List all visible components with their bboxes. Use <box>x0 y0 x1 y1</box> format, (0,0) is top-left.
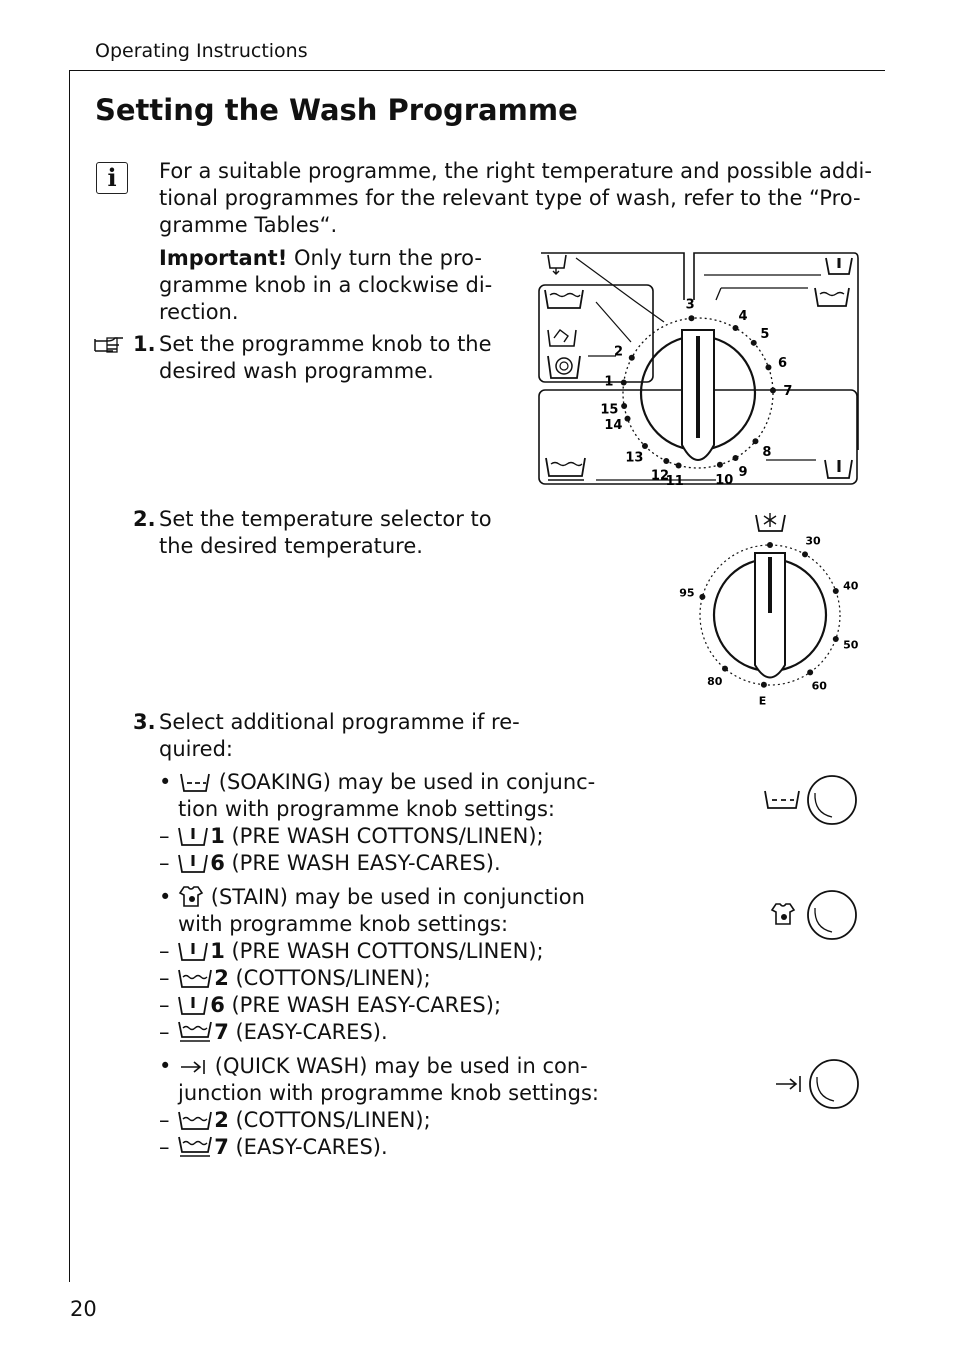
dash: – <box>159 993 170 1017</box>
step-2-text <box>159 506 492 560</box>
setting-number: 6 <box>210 993 225 1017</box>
setting-number: 7 <box>214 1135 229 1159</box>
dial-position-label: 2 <box>614 344 624 360</box>
important-text: gramme knob in a clockwise di- <box>159 273 493 297</box>
dial-position-dot <box>770 387 776 393</box>
mainwash-tub-icon <box>176 1109 214 1131</box>
temperature-label: 60 <box>811 679 827 693</box>
list-item <box>159 1134 431 1161</box>
quick-wash-text: junction with programme knob settings: <box>178 1081 599 1105</box>
step-number: 1. <box>133 332 156 356</box>
step-line: Set the temperature selector to <box>159 507 492 531</box>
important-label: Important! <box>159 246 288 270</box>
temperature-dial-figure <box>670 505 870 705</box>
dial-position-dot <box>717 462 723 468</box>
mainwash-easycare-tub-icon <box>176 1019 214 1043</box>
temperature-label: 50 <box>843 638 859 652</box>
important-text: Only turn the pro- <box>287 246 482 270</box>
cold-wash-icon <box>756 513 785 531</box>
setting-number: 7 <box>214 1020 229 1044</box>
list-item <box>159 938 544 965</box>
dial-position-dot <box>625 416 631 422</box>
list-item <box>159 1019 544 1046</box>
dial-position-label: 4 <box>738 309 748 325</box>
dial-position-dot <box>676 462 682 468</box>
stain-shirt-icon <box>178 884 204 908</box>
soak-tub-icon <box>178 771 212 793</box>
step-line: quired: <box>159 737 233 761</box>
dial-position-dot <box>807 669 813 675</box>
prewash-tub-icon <box>826 258 852 274</box>
soak-tub-icon <box>765 791 799 808</box>
dial-position-dot <box>722 666 728 672</box>
dial-position-label: 9 <box>738 464 748 480</box>
dash: – <box>159 851 170 875</box>
info-line: tional programmes for the relevant type of wash, refer to the “Pro- <box>159 186 861 210</box>
prewash-tub-icon <box>176 994 210 1016</box>
running-header: Operating Instructions <box>95 40 308 62</box>
setting-number: 2 <box>214 1108 229 1132</box>
dial-position-label: 1 <box>604 374 614 390</box>
quick-wash-option <box>159 1053 599 1107</box>
bullet: • <box>159 1054 172 1078</box>
dial-position-dot <box>733 325 739 331</box>
dial-position-label: 3 <box>685 297 695 313</box>
setting-number: 6 <box>210 851 225 875</box>
dial-position-label: 13 <box>625 450 644 466</box>
setting-text: (PRE WASH COTTONS/LINEN); <box>224 824 544 848</box>
rinse-drain-icon <box>548 255 566 274</box>
prewash-tub-icon <box>176 852 210 874</box>
soaking-text: tion with programme knob settings: <box>178 797 555 821</box>
quick-wash-arrow-icon <box>178 1057 208 1077</box>
step-line: Set the programme knob to the <box>159 332 492 356</box>
quick-wash-button-figure <box>770 1055 862 1113</box>
dial-position-dot <box>751 340 757 346</box>
prewash-tub-icon <box>176 940 210 962</box>
step-2 <box>133 506 156 533</box>
setting-text: (EASY-CARES). <box>228 1135 388 1159</box>
soak-button-figure <box>762 773 862 829</box>
dial-position-label: 12 <box>650 468 670 484</box>
bullet: • <box>159 885 172 909</box>
step-1-text <box>159 331 492 385</box>
setting-text: (PRE WASH EASY-CARES). <box>224 851 501 875</box>
dial-position-dot <box>833 588 839 594</box>
mainwash-tub-icon <box>545 290 583 308</box>
dial-position-dot <box>761 682 767 688</box>
prewash-tub-icon <box>825 460 852 478</box>
prewash-tub-icon <box>176 825 210 847</box>
setting-text: (EASY-CARES). <box>228 1020 388 1044</box>
stain-text: with programme knob settings: <box>178 912 509 936</box>
setting-number: 1 <box>210 939 225 963</box>
quick-wash-settings <box>159 1107 431 1161</box>
mainwash-easycare-tub-icon <box>546 458 585 480</box>
setting-text: (PRE WASH EASY-CARES); <box>224 993 502 1017</box>
list-item <box>159 965 544 992</box>
quick-wash-arrow-icon <box>776 1076 800 1092</box>
dash: – <box>159 1108 170 1132</box>
list-item <box>159 850 544 877</box>
important-text: rection. <box>159 300 239 324</box>
mainwash-easycare-tub-icon <box>176 1134 214 1158</box>
dial-position-label: 6 <box>778 356 788 372</box>
temperature-label: 30 <box>805 534 821 548</box>
dial-position-dot <box>642 443 648 449</box>
info-icon: i <box>96 162 128 194</box>
temperature-label: 40 <box>843 579 859 593</box>
dial-position-label: 11 <box>665 473 684 488</box>
dial-position-dot <box>752 438 758 444</box>
important-note <box>159 245 492 326</box>
info-line: For a suitable programme, the right temperature and possible addi- <box>159 159 872 183</box>
temperature-label: E <box>758 694 767 705</box>
dial-position-dot <box>802 551 808 557</box>
step-3-text <box>159 709 520 763</box>
page-number: 20 <box>70 1297 97 1321</box>
bullet: • <box>159 770 172 794</box>
soaking-option <box>159 769 595 823</box>
wool-icon <box>548 356 580 378</box>
programme-dial-figure <box>536 250 860 488</box>
step-line: desired wash programme. <box>159 359 434 383</box>
dial-position-dot <box>621 403 627 409</box>
list-item <box>159 823 544 850</box>
dash: – <box>159 939 170 963</box>
stain-text: (STAIN) may be used in conjunction <box>204 885 585 909</box>
mainwash-tub-icon <box>815 288 849 306</box>
step-number: 3. <box>133 710 156 734</box>
dial-position-dot <box>833 636 839 642</box>
stain-settings <box>159 938 544 1046</box>
step-number: 2. <box>133 507 156 531</box>
setting-number: 1 <box>210 824 225 848</box>
pointing-hand-icon <box>93 335 127 355</box>
setting-text: (COTTONS/LINEN); <box>228 1108 431 1132</box>
dial-position-dot <box>688 315 694 321</box>
page-title: Setting the Wash Programme <box>95 93 578 127</box>
dial-position-dot <box>629 355 635 361</box>
setting-number: 2 <box>214 966 229 990</box>
stain-shirt-icon <box>772 904 794 924</box>
list-item <box>159 1107 431 1134</box>
dial-position-label: 8 <box>762 444 772 460</box>
info-paragraph <box>159 158 872 239</box>
stain-option <box>159 884 585 938</box>
step-line: the desired temperature. <box>159 534 423 558</box>
hand-wash-icon <box>548 330 576 346</box>
step-line: Select additional programme if re- <box>159 710 520 734</box>
dial-position-dot <box>767 542 773 548</box>
margin-rule <box>69 70 70 1282</box>
dial-position-dot <box>765 364 771 370</box>
stain-button-figure <box>766 888 862 944</box>
mainwash-tub-icon <box>176 967 214 989</box>
list-item <box>159 992 544 1019</box>
dial-position-label: 5 <box>760 326 770 342</box>
dial-position-label: 15 <box>600 402 619 418</box>
dial-position-label: 10 <box>715 473 734 488</box>
dial-position-dot <box>663 458 669 464</box>
dial-position-dot <box>699 594 705 600</box>
dash: – <box>159 1020 170 1044</box>
step-1 <box>133 331 156 358</box>
info-line: gramme Tables“. <box>159 213 338 237</box>
temperature-label: 95 <box>679 586 695 600</box>
dial-position-label: 7 <box>783 383 793 399</box>
soaking-text: (SOAKING) may be used in conjunc- <box>212 770 596 794</box>
soaking-settings <box>159 823 544 877</box>
dash: – <box>159 966 170 990</box>
temperature-label: 80 <box>707 674 723 688</box>
step-3 <box>133 709 156 736</box>
dial-position-label: 14 <box>604 417 623 433</box>
quick-wash-text: (QUICK WASH) may be used in con- <box>208 1054 588 1078</box>
dial-position-dot <box>733 455 739 461</box>
dash: – <box>159 824 170 848</box>
dial-position-dot <box>621 380 627 386</box>
setting-text: (COTTONS/LINEN); <box>228 966 431 990</box>
dash: – <box>159 1135 170 1159</box>
header-rule <box>69 70 885 71</box>
setting-text: (PRE WASH COTTONS/LINEN); <box>224 939 544 963</box>
